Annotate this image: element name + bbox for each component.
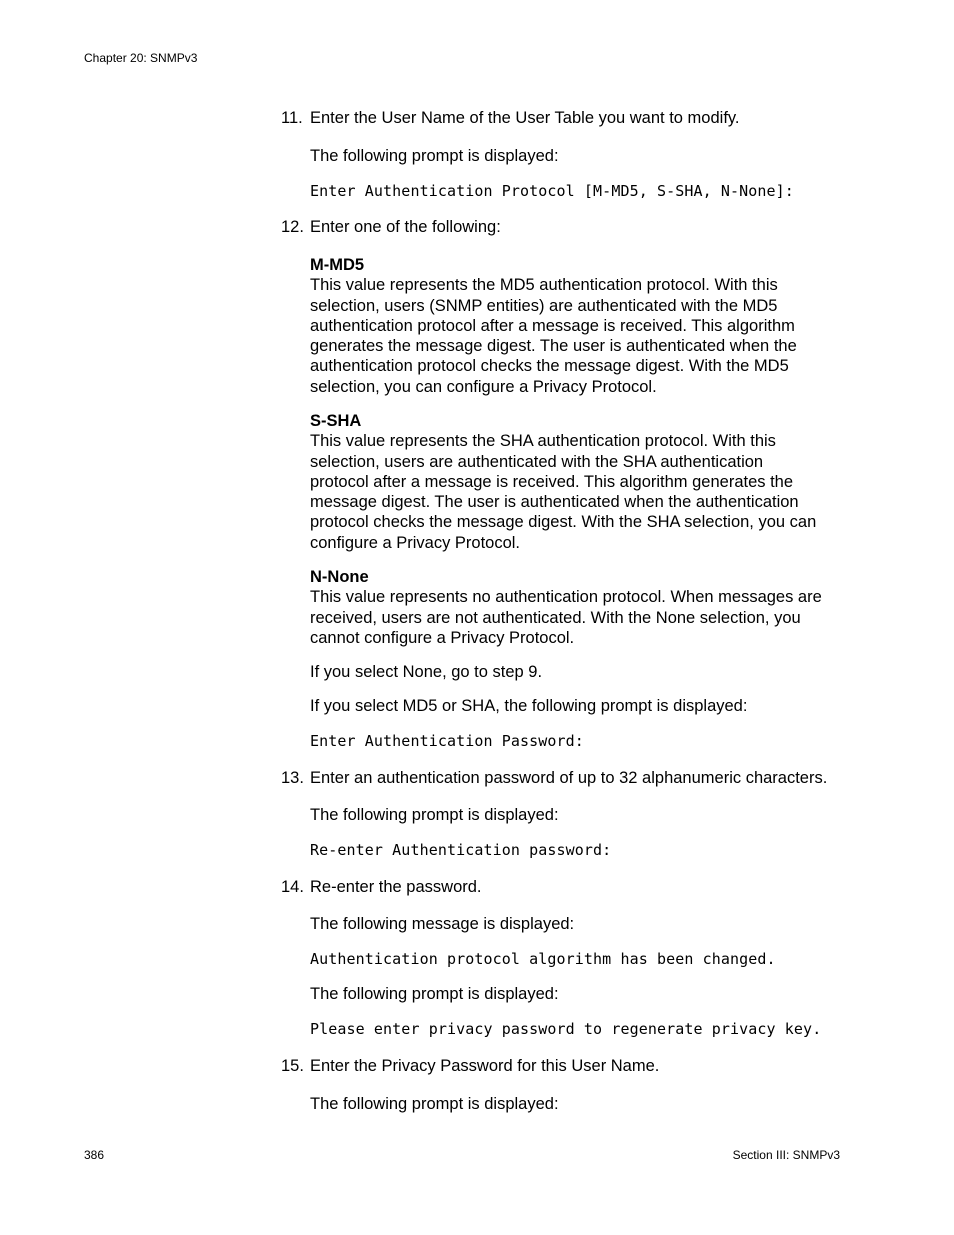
step-number: 14. [281, 878, 304, 896]
step-text: Re-enter the password. [310, 878, 482, 896]
term-line: cannot configure a Privacy Protocol. [310, 628, 575, 647]
term-line: message digest. The user is authenticated when the authentication [310, 493, 799, 511]
term-nnone [310, 567, 855, 648]
term-line: generates the message digest. The user is authenticated when the [310, 337, 797, 355]
term-title: M-MD5 [310, 256, 365, 274]
term-line: selection, you can configure a Privacy Protocol. [310, 377, 657, 396]
running-header: Chapter 20: SNMPv3 [84, 51, 198, 65]
term-line: protocol checks the message digest. With the SHA selection, you can [310, 513, 817, 532]
if-none-text: If you select None, go to step 9. [310, 663, 543, 681]
term-line: This value represents the SHA authentication protocol. With this [310, 432, 776, 451]
step-text: Enter the Privacy Password for this User Name. [310, 1057, 660, 1075]
code-auth-protocol: Enter Authentication Protocol [M-MD5, S-SHA, N-None]: [310, 182, 794, 200]
term-line: selection, users are authenticated with the SHA authentication [310, 452, 764, 471]
message-intro: The following message is displayed: [310, 915, 575, 933]
step-number: 12. [281, 218, 304, 236]
code-auth-password: Enter Authentication Password: [310, 732, 584, 750]
running-footer: Section III: SNMPv3 [732, 1148, 840, 1162]
code-changed: Authentication protocol algorithm has been changed. [310, 950, 776, 968]
code-reenter: Re-enter Authentication password: [310, 841, 612, 859]
step-text: Enter one of the following: [310, 218, 501, 236]
term-line: authentication protocol after a message is received. This algorithm [310, 316, 795, 335]
term-line: This value represents no authentication protocol. When messages are [310, 588, 822, 607]
page-number: 386 [84, 1148, 105, 1162]
term-title: S-SHA [310, 412, 362, 430]
prompt-intro: The following prompt is displayed: [310, 147, 559, 165]
term-line: This value represents the MD5 authentication protocol. With this [310, 276, 778, 295]
prompt-intro: The following prompt is displayed: [310, 1095, 559, 1113]
step-number: 15. [281, 1057, 304, 1075]
term-line: received, users are not authenticated. With the None selection, you [310, 608, 801, 627]
term-line: selection, users (SNMP entities) are authenticated with the MD5 [310, 296, 778, 315]
if-md5-sha-text: If you select MD5 or SHA, the following prompt is displayed: [310, 697, 748, 715]
prompt-intro: The following prompt is displayed: [310, 985, 559, 1003]
term-mmd5 [310, 255, 855, 397]
term-title: N-None [310, 568, 369, 586]
term-line: configure a Privacy Protocol. [310, 533, 521, 552]
term-line: authentication protocol checks the message digest. With the MD5 [310, 357, 789, 376]
prompt-intro: The following prompt is displayed: [310, 806, 559, 824]
term-line: protocol after a message is received. This algorithm generates the [310, 472, 794, 491]
step-number: 11. [281, 109, 303, 127]
step-number: 13. [281, 769, 304, 787]
step-text: Enter the User Name of the User Table you want to modify. [310, 109, 740, 127]
step-text: Enter an authentication password of up to 32 alphanumeric characters. [310, 769, 828, 787]
code-privacy: Please enter privacy password to regenerate privacy key. [310, 1020, 822, 1038]
term-ssha [310, 411, 855, 553]
